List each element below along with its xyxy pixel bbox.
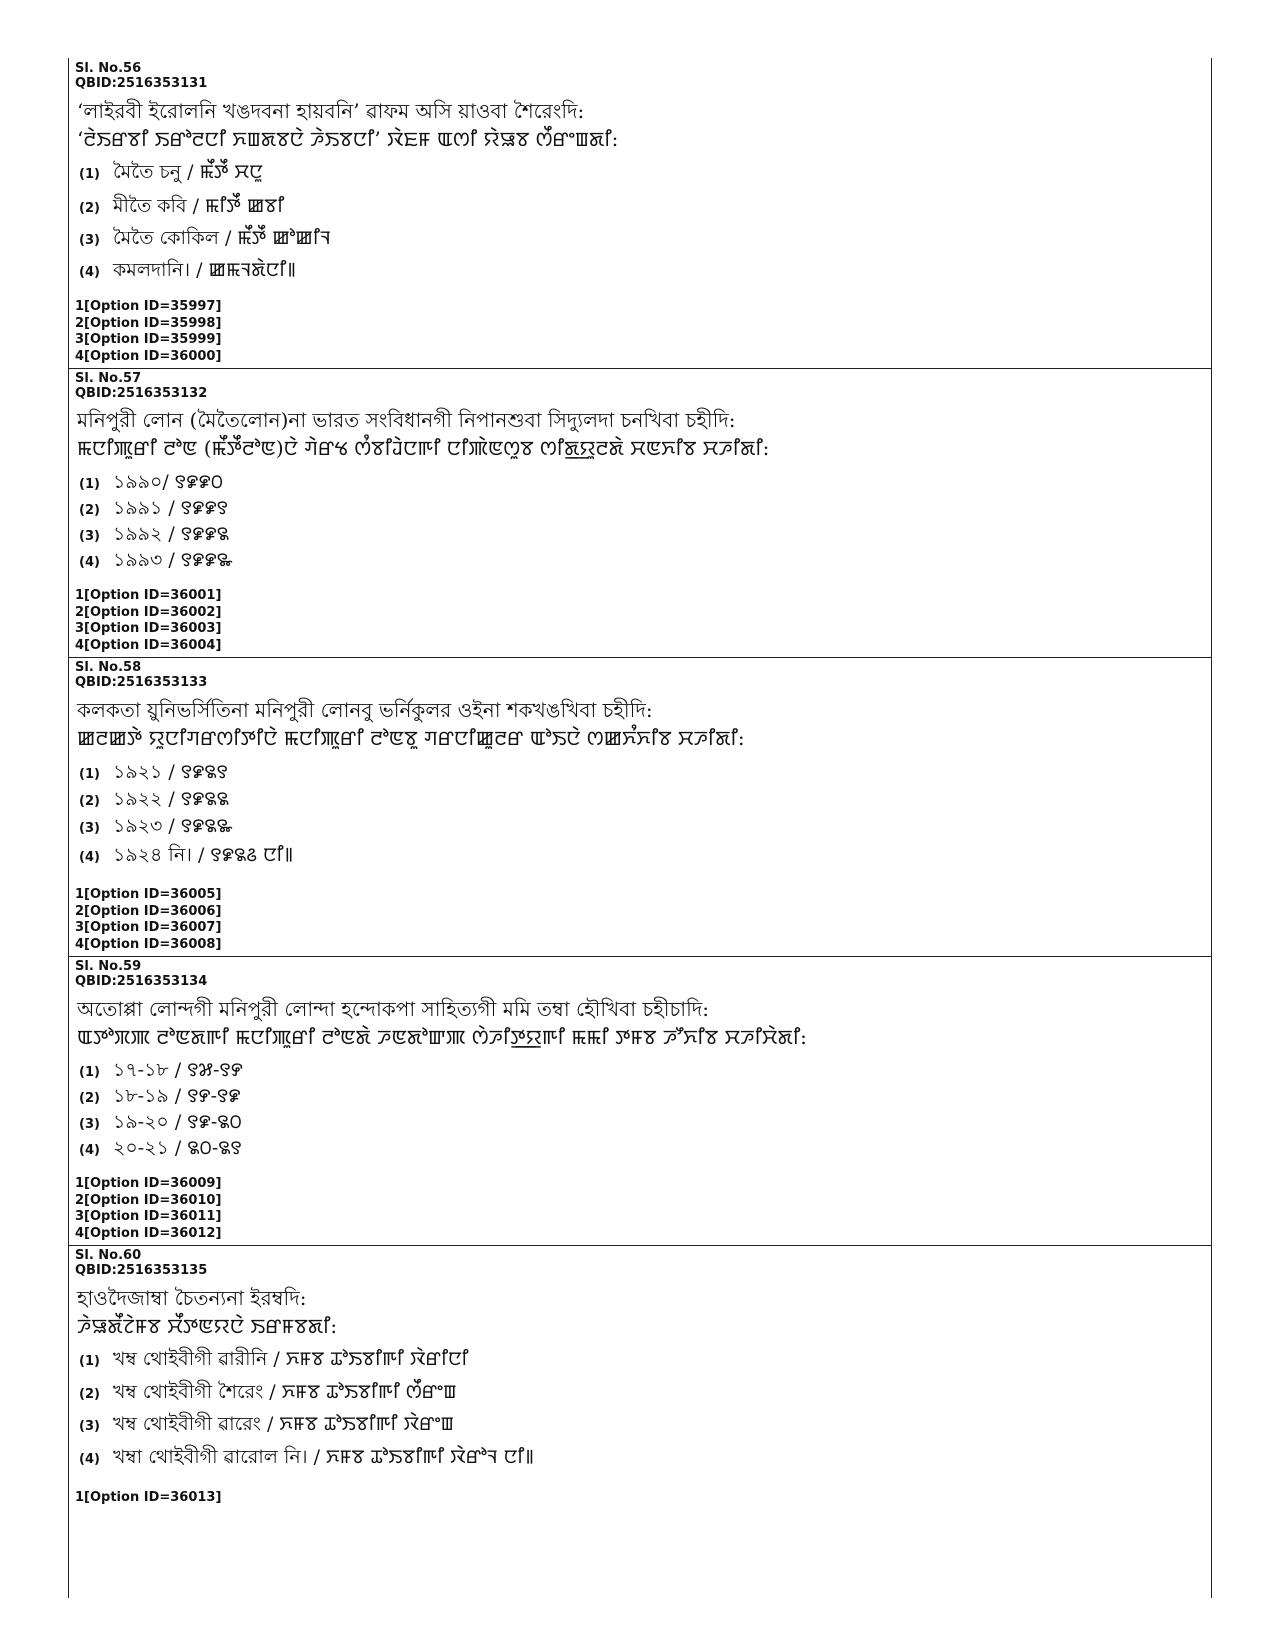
- option: [79, 1345, 469, 1377]
- question-meta: [75, 1248, 207, 1278]
- option-number: (3): [79, 821, 100, 836]
- option-number: (4): [79, 265, 100, 280]
- option: [79, 224, 331, 256]
- option-number: (2): [79, 503, 100, 518]
- option-id: 4[Option ID=36008]: [75, 936, 222, 952]
- qbid: QBID:2516353135: [75, 1263, 208, 1278]
- option: [79, 1443, 534, 1475]
- question-block: [69, 58, 1211, 369]
- question-sheet: [68, 58, 1212, 1598]
- question-text-meitei: ꯍꯥꯎꯗꯩꯖꯥꯝꯕ ꯆꯩꯇꯟꯌꯅꯥ ꯏꯔꯝꯕꯗꯤ:: [77, 1314, 338, 1338]
- option-text: ২০-২১ / ꯲꯰-꯲꯱: [113, 1137, 242, 1159]
- option-id: 3[Option ID=36003]: [75, 621, 222, 636]
- option-number: (2): [79, 1091, 100, 1106]
- option-ids: [75, 1490, 221, 1507]
- option-text: ১৯৯২ / ꯱꯹꯹꯲: [113, 523, 230, 545]
- option-text: মৈতৈ কোকিল / ꯃꯩꯇꯩ ꯀꯣꯀꯤꯜ: [113, 227, 331, 249]
- option-id: 3[Option ID=36007]: [75, 920, 222, 935]
- option: [79, 1378, 456, 1410]
- option-id: 1[Option ID=36005]: [75, 887, 222, 902]
- option-id: 3[Option ID=36011]: [75, 1209, 222, 1224]
- option-text: ১৯৯১ / ꯱꯹꯹꯱: [113, 497, 228, 519]
- option-id: 4[Option ID=36004]: [75, 637, 222, 653]
- option-number: (4): [79, 850, 100, 865]
- question-block: [69, 368, 1211, 658]
- option-id: 2[Option ID=36006]: [75, 903, 222, 919]
- option-id: 2[Option ID=36002]: [75, 604, 222, 620]
- question-meta: [75, 371, 207, 401]
- option-text: মৈতৈ চনু / ꯃꯩꯇꯩ ꯆꯅꯨ: [113, 161, 263, 183]
- option-id: 1[Option ID=36001]: [75, 588, 222, 603]
- question-text-meitei: ꯃꯅꯤꯄꯨꯔꯤ ꯂꯣꯟ (ꯃꯩꯇꯩꯂꯣꯟ)ꯅꯥ ꯚꯥꯔꯠ ꯁꯪꯕꯤꯙꯥꯅꯒꯤ ꯅꯤꯄꯥꯟꯁꯨꯕ ꯁꯤꯗ꯭ꯌꯨꯂꯗꯥ ꯆꯟꯈꯤꯕ ꯆꯍꯤꯗꯤ:: [77, 436, 770, 460]
- question-meta: [75, 660, 207, 690]
- qbid: QBID:2516353133: [75, 675, 208, 690]
- option: [79, 256, 296, 288]
- question-text-meitei: ꯀꯂꯀꯇꯥ ꯌꯨꯅꯤꯚꯔꯁꯤꯇꯤꯅꯥ ꯃꯅꯤꯄꯨꯔꯤ ꯂꯣꯟꯕꯨ ꯚꯔꯅꯤꯀꯨꯂꯔ ꯑꯣꯏꯅꯥ ꯁꯀꯈꯪꯈꯤꯕ ꯆꯍꯤꯗꯤ:: [77, 726, 745, 750]
- qbid: QBID:2516353132: [75, 386, 208, 401]
- option-number: (3): [79, 529, 100, 544]
- qbid: QBID:2516353134: [75, 974, 208, 989]
- option-id: 2[Option ID=35998]: [75, 315, 222, 331]
- question-text-meitei: ꯑꯇꯣꯞꯄ ꯂꯣꯟꯗꯒꯤ ꯃꯅꯤꯄꯨꯔꯤ ꯂꯣꯟꯗꯥ ꯍꯟꯗꯣꯛꯄ ꯁꯥꯍꯤꯇ꯭ꯌꯒꯤ ꯃꯃꯤ ꯇꯝꯕ ꯍꯧꯈꯤꯕ ꯆꯍꯤꯆꯥꯗꯤ:: [77, 1025, 807, 1049]
- option-text: ১৯২১ / ꯱꯹꯲꯱: [113, 761, 228, 783]
- question-text-bengali: মনিপুরী লোন (মৈতৈলোন)না ভারত সংবিধানগী নিপানশুবা সিদ্যুলদা চনখিবা চহীদি:: [77, 408, 736, 432]
- option-text: ১৭-১৮ / ꯱꯷-꯱꯸: [113, 1059, 243, 1081]
- option-text: ১৯২৩ / ꯱꯹꯲꯳: [113, 815, 233, 837]
- option: [79, 1410, 454, 1442]
- question-block: [69, 657, 1211, 957]
- option: [79, 158, 263, 190]
- option-ids: [75, 299, 221, 365]
- option-number: (4): [79, 555, 100, 570]
- option-number: (1): [79, 167, 100, 182]
- question-text-bengali: ‘লাইরবী ইরোলনি খঙদবনা হায়বনি’ ৱাফম অসি য়াওবা শৈরেংদি:: [77, 99, 585, 123]
- serial-number: Sl. No.60: [75, 1248, 142, 1263]
- option-text: ১৯২৪ নি। / ꯱꯹꯲꯴ ꯅꯤ꯫: [113, 844, 294, 866]
- option-text: ১৯৯০/ ꯱꯹꯹꯰: [113, 471, 224, 493]
- option-id: 4[Option ID=36000]: [75, 348, 222, 364]
- option: [79, 1134, 242, 1166]
- question-text-meitei: ‘ꯂꯥꯏꯔꯕꯤ ꯏꯔꯣꯂꯅꯤ ꯈꯡꯗꯕꯅꯥ ꯍꯥꯏꯕꯅꯤ’ ꯋꯥꯐꯝ ꯑꯁꯤ ꯌꯥꯎꯕ ꯁꯩꯔꯦꯡꯗꯤ:: [77, 127, 619, 151]
- question-text-bengali: হাওদৈজাম্বা চৈতন্যনা ইরম্বদি:: [77, 1286, 307, 1310]
- option-number: (4): [79, 1452, 100, 1467]
- option-number: (2): [79, 201, 100, 216]
- option: [79, 841, 293, 873]
- question-block: [69, 1245, 1211, 1598]
- option-number: (3): [79, 1117, 100, 1132]
- question-text-bengali: কলকতা য়ুনিভর্সিতিনা মনিপুরী লোনবু ভর্নিকুলর ওইনা শকখঙখিবা চহীদি:: [77, 698, 653, 722]
- option-text: কমলদানি। / ꯀꯃꯜꯗꯥꯅꯤ꯫: [113, 259, 296, 281]
- option: [79, 192, 284, 224]
- option-id: 3[Option ID=35999]: [75, 332, 222, 347]
- option: [79, 546, 233, 578]
- option-text: ১৯২২ / ꯱꯹꯲꯲: [113, 788, 229, 810]
- serial-number: Sl. No.59: [75, 959, 142, 974]
- option-id: 4[Option ID=36012]: [75, 1225, 222, 1241]
- option-id: 1[Option ID=35997]: [75, 299, 222, 314]
- option-number: (2): [79, 794, 100, 809]
- option-text: খম্ব থোইবীগী ৱারেং / ꯈꯝꯕ ꯊꯣꯏꯕꯤꯒꯤ ꯋꯥꯔꯦꯡ: [113, 1413, 454, 1435]
- option-number: (1): [79, 1065, 100, 1080]
- option-text: ১৯৯৩ / ꯱꯹꯹꯳: [113, 549, 233, 571]
- serial-number: Sl. No.58: [75, 660, 142, 675]
- option-id: 1[Option ID=36013]: [75, 1490, 222, 1505]
- option-text: ১৯-২০ / ꯱꯹-꯲꯰: [113, 1111, 242, 1133]
- question-meta: [75, 61, 207, 91]
- question-block: [69, 956, 1211, 1246]
- qbid: QBID:2516353131: [75, 76, 208, 91]
- serial-number: Sl. No.57: [75, 371, 142, 386]
- option-text: খম্ব থোইবীগী ৱারীনি / ꯈꯝꯕ ꯊꯣꯏꯕꯤꯒꯤ ꯋꯥꯔꯤꯅꯤ: [113, 1348, 469, 1370]
- option-text: মীতৈ কবি / ꯃꯤꯇꯩ ꯀꯕꯤ: [113, 195, 285, 217]
- option: [79, 812, 233, 844]
- question-meta: [75, 959, 207, 989]
- option-number: (1): [79, 477, 100, 492]
- option-text: ১৮-১৯ / ꯱꯸-꯱꯹: [113, 1085, 241, 1107]
- option-number: (3): [79, 1419, 100, 1434]
- option-number: (4): [79, 1143, 100, 1158]
- option-number: (1): [79, 1354, 100, 1369]
- serial-number: Sl. No.56: [75, 61, 142, 76]
- option-ids: [75, 887, 221, 953]
- option-number: (2): [79, 1387, 100, 1402]
- option-ids: [75, 1176, 221, 1242]
- option-number: (3): [79, 233, 100, 248]
- option-text: খম্বা থোইবীগী ৱারোল নি। / ꯈꯝꯕ ꯊꯣꯏꯕꯤꯒꯤ ꯋꯥꯔꯣꯜ ꯅꯤ꯫: [113, 1446, 534, 1468]
- option-id: 2[Option ID=36010]: [75, 1192, 222, 1208]
- option-id: 1[Option ID=36009]: [75, 1176, 222, 1191]
- question-text-bengali: অতোপ্পা লোন্দগী মনিপুরী লোন্দা হন্দোকপা সাহিত্যগী মমি তম্বা হৌখিবা চহীচাদি:: [77, 997, 710, 1021]
- option-number: (1): [79, 767, 100, 782]
- option-ids: [75, 588, 221, 654]
- option-text: খম্ব থোইবীগী শৈরেং / ꯈꯝꯕ ꯊꯣꯏꯕꯤꯒꯤ ꯁꯩꯔꯦꯡ: [113, 1381, 457, 1403]
